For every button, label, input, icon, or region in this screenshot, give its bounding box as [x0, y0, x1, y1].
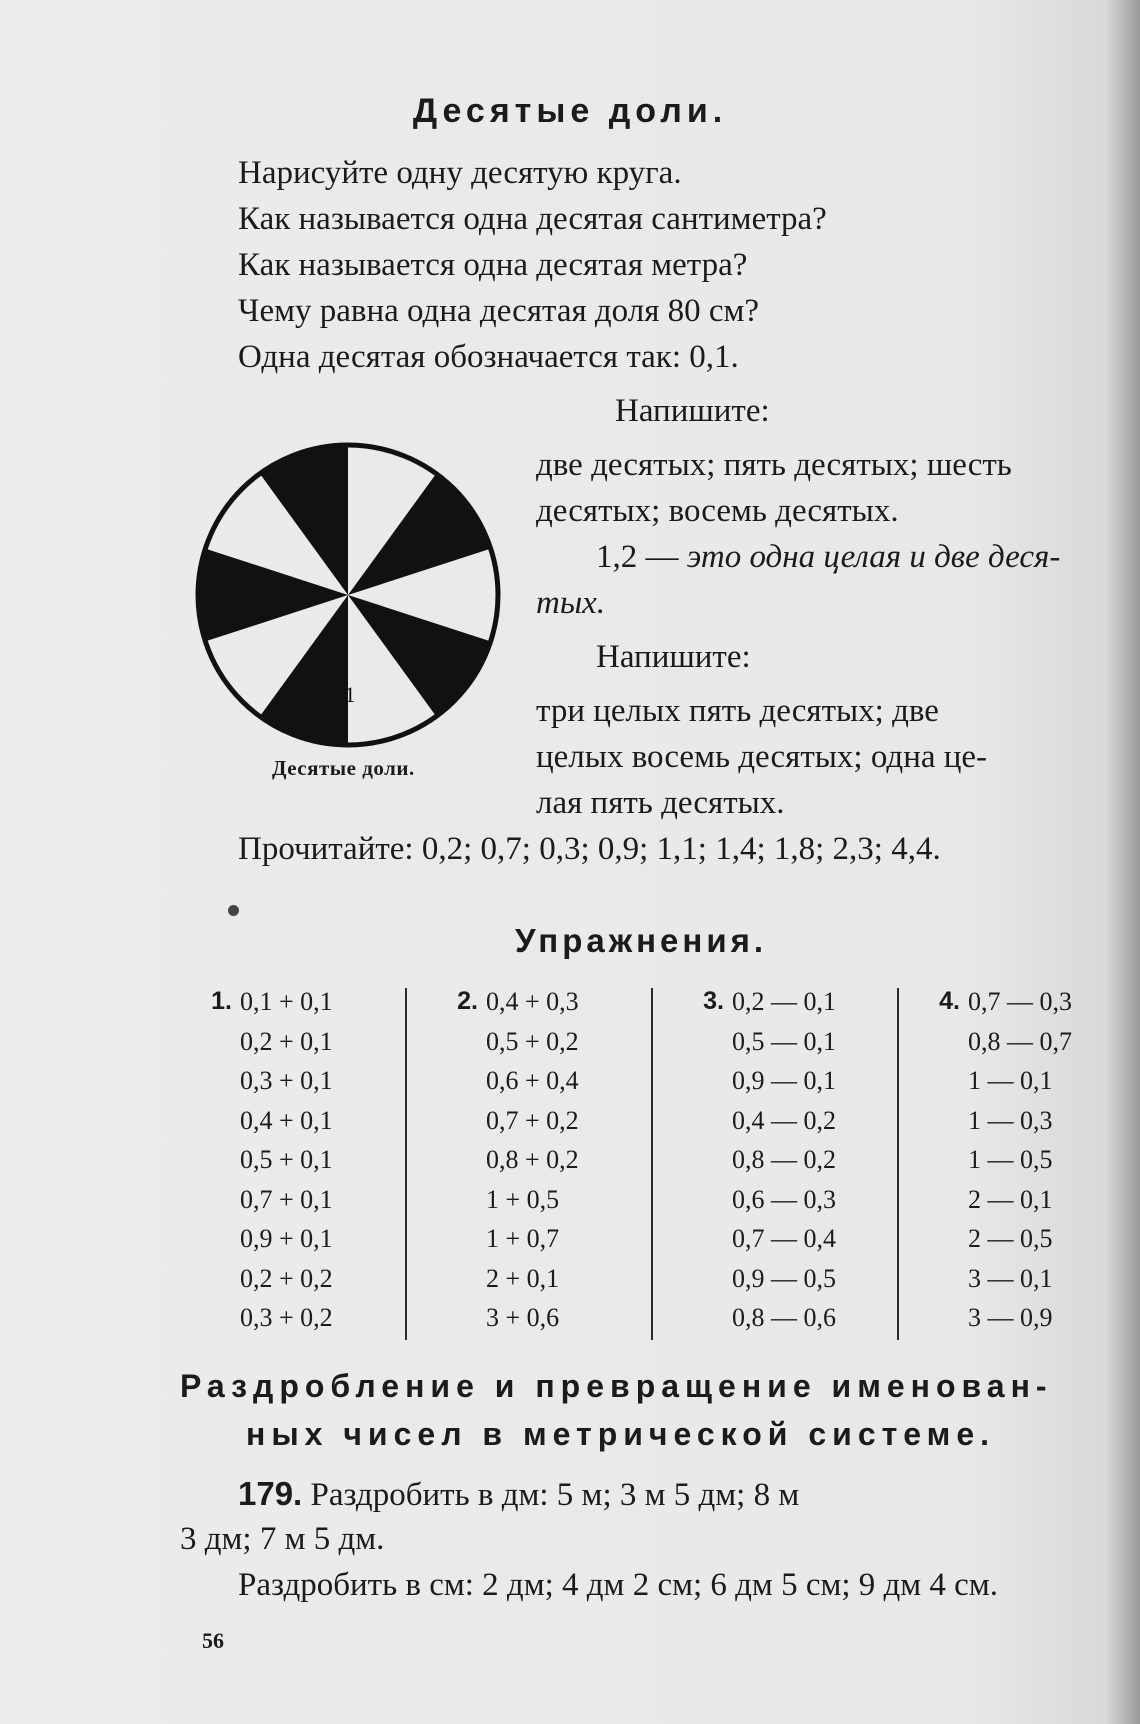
exercise-item: 0,4 + 0,1	[240, 1105, 333, 1135]
exercise-item: 0,1 + 0,1	[240, 987, 333, 1016]
column-divider	[405, 988, 407, 1340]
task-number: 179.	[238, 1475, 303, 1512]
exercise-number: 4.	[939, 987, 960, 1015]
circle-sector	[348, 595, 491, 716]
column-divider	[651, 988, 653, 1340]
example-number: 1,2 —	[596, 539, 679, 575]
exercise-item: 0,4 — 0,2	[732, 1105, 836, 1135]
write-heading-2: Напишите:	[596, 639, 751, 675]
exercise-column-4	[926, 982, 1072, 1338]
exercise-column-2	[444, 982, 579, 1338]
write2-line-1: три целых пять десятых; две	[536, 693, 939, 729]
section-title: Десятые доли.	[412, 92, 728, 130]
task-179-line-2: 3 дм; 7 м 5 дм.	[180, 1521, 385, 1557]
intro-line-4: Чему равна одна десятая доля 80 см?	[238, 293, 760, 329]
circle-sector	[348, 474, 491, 595]
exercise-item: 1 + 0,5	[486, 1184, 560, 1214]
exercise-item: 1 — 0,3	[968, 1105, 1053, 1135]
exercise-item: 0,2 + 0,2	[240, 1263, 333, 1293]
exercise-item: 0,5 — 0,1	[732, 1026, 836, 1056]
exercise-item: 0,2 + 0,1	[240, 1026, 333, 1056]
column-divider	[897, 988, 899, 1340]
exercise-item: 0,6 — 0,3	[732, 1184, 836, 1214]
exercise-item: 0,8 — 0,2	[732, 1145, 836, 1174]
exercises-heading: Упражнения.	[515, 922, 768, 959]
task-179-line-3: Раздробить в см: 2 дм; 4 дм 2 см; 6 дм 5 см; 9 дм 4 см.	[238, 1567, 998, 1603]
example-text-1: это одна целая и две деся-	[686, 539, 1061, 575]
read-line: Прочитайте: 0,2; 0,7; 0,3; 0,9; 1,1; 1,4; 1,8; 2,3; 4,4.	[238, 831, 941, 867]
exercise-item: 0,7 + 0,2	[486, 1105, 579, 1135]
exercise-item: 0,7 + 0,1	[240, 1184, 333, 1214]
intro-line-5: Одна десятая обозначается так: 0,1.	[238, 339, 739, 375]
exercise-column-1	[198, 982, 333, 1338]
exercise-item: 0,5 + 0,2	[486, 1026, 579, 1056]
exercise-item: 2 — 0,1	[968, 1184, 1053, 1214]
ink-dot	[228, 905, 239, 916]
exercise-number: 1.	[211, 987, 232, 1015]
exercise-item: 0,3 + 0,1	[240, 1066, 333, 1095]
section2-heading-line-2: ных чисел в метрической системе.	[246, 1416, 996, 1452]
exercise-item: 0,7 — 0,4	[732, 1224, 836, 1253]
task-179-line-1	[238, 1475, 799, 1514]
write2-line-2: целых восемь десятых; одна це-	[536, 739, 988, 775]
exercise-item: 0,9 + 0,1	[240, 1224, 333, 1253]
exercise-item: 0,7 — 0,3	[968, 987, 1072, 1016]
write-heading-1: Напишите:	[615, 393, 770, 429]
tenths-circle-svg	[193, 440, 503, 750]
exercise-item: 0,8 — 0,7	[968, 1026, 1072, 1056]
exercise-item: 2 + 0,1	[486, 1263, 560, 1293]
exercise-number: 3.	[703, 987, 724, 1015]
example-line-2: тых.	[536, 585, 606, 621]
exercise-item: 0,9 — 0,5	[732, 1263, 836, 1293]
section2-heading-line-1: Раздробление и превращение именован-	[180, 1368, 1053, 1404]
exercise-item: 0,8 — 0,6	[732, 1303, 836, 1332]
exercise-item: 0,2 — 0,1	[732, 987, 836, 1016]
exercise-item: 1 — 0,1	[968, 1066, 1053, 1095]
slice-label: 0,1	[328, 682, 356, 707]
exercise-item: 0,5 + 0,1	[240, 1145, 333, 1174]
intro-line-1: Нарисуйте одну десятую круга.	[238, 155, 682, 191]
figure-caption: Десятые доли.	[272, 756, 415, 780]
exercise-item: 0,3 + 0,2	[240, 1303, 333, 1332]
page-number: 56	[202, 1628, 224, 1653]
intro-line-2: Как называется одна десятая сантиметра?	[238, 201, 827, 237]
example-line-1	[596, 539, 1060, 576]
exercise-item: 0,6 + 0,4	[486, 1066, 579, 1095]
exercise-item: 3 — 0,1	[968, 1263, 1053, 1293]
intro-line-3: Как называется одна десятая метра?	[238, 247, 748, 283]
exercise-item: 1 — 0,5	[968, 1145, 1053, 1174]
exercise-item: 0,8 + 0,2	[486, 1145, 579, 1174]
exercise-item: 2 — 0,5	[968, 1224, 1053, 1253]
write1-line-2: десятых; восемь десятых.	[536, 493, 899, 529]
exercise-number: 2.	[457, 987, 478, 1015]
exercise-item: 1 + 0,7	[486, 1224, 560, 1253]
exercise-item: 0,9 — 0,1	[732, 1066, 836, 1095]
exercise-item: 3 + 0,6	[486, 1303, 560, 1332]
write2-line-3: лая пять десятых.	[536, 785, 785, 821]
exercise-item: 0,4 + 0,3	[486, 987, 579, 1016]
exercise-column-3	[690, 982, 836, 1338]
write1-line-1: две десятых; пять десятых; шесть	[536, 447, 1012, 483]
tenths-circle-figure	[193, 440, 503, 755]
task-text-1: Раздробить в дм: 5 м; 3 м 5 дм; 8 м	[310, 1477, 800, 1513]
exercise-item: 3 — 0,9	[968, 1303, 1053, 1332]
